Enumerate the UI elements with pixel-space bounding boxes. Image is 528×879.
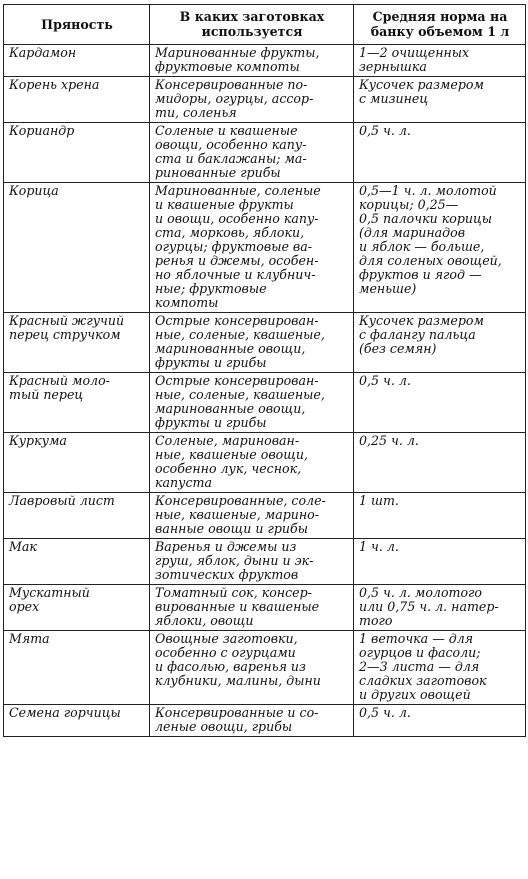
norm-cell: 0,25 ч. л. bbox=[354, 433, 526, 493]
spice-cell: Красный жгучий перец стручком bbox=[4, 313, 150, 373]
norm-cell: 0,5 ч. л. bbox=[354, 705, 526, 737]
spice-table bbox=[3, 4, 526, 737]
norm-cell: Кусочек размером с фалангу пальца (без семян) bbox=[354, 313, 526, 373]
usage-cell: Овощные заготовки, особенно с огурцами и фасолью, варенья из клубники, малины, дыни bbox=[150, 631, 354, 705]
usage-cell: Варенья и джемы из груш, яблок, дыни и эк- зотических фруктов bbox=[150, 539, 354, 585]
header-spice: Пряность bbox=[4, 5, 150, 45]
header-norm: Средняя норма на банку объемом 1 л bbox=[354, 5, 526, 45]
table-row bbox=[4, 539, 526, 585]
norm-cell: 1 ч. л. bbox=[354, 539, 526, 585]
usage-cell: Соленые и квашеные овощи, особенно капу- ста и баклажаны; ма- ринованные грибы bbox=[150, 123, 354, 183]
spice-cell: Куркума bbox=[4, 433, 150, 493]
header-row bbox=[4, 5, 526, 45]
norm-cell: 0,5 ч. л. bbox=[354, 123, 526, 183]
table-row bbox=[4, 631, 526, 705]
norm-cell: 1—2 очищенных зернышка bbox=[354, 45, 526, 77]
table-row bbox=[4, 313, 526, 373]
usage-cell: Маринованные фрукты, фруктовые компоты bbox=[150, 45, 354, 77]
table-row bbox=[4, 705, 526, 737]
usage-cell: Консервированные, соле- ные, квашеные, марино- ванные овощи и грибы bbox=[150, 493, 354, 539]
spice-cell: Мята bbox=[4, 631, 150, 705]
table-row bbox=[4, 373, 526, 433]
norm-cell: 0,5—1 ч. л. молотой корицы; 0,25— 0,5 палочки корицы (для маринадов и яблок — больше, для соленых овощей, фруктов и ягод — меньше) bbox=[354, 183, 526, 313]
table-row bbox=[4, 45, 526, 77]
norm-cell: 0,5 ч. л. bbox=[354, 373, 526, 433]
spice-cell: Мускатный орех bbox=[4, 585, 150, 631]
spice-cell: Кардамон bbox=[4, 45, 150, 77]
spice-cell: Кориандр bbox=[4, 123, 150, 183]
usage-cell: Соленые, маринован- ные, квашеные овощи, особенно лук, чеснок, капуста bbox=[150, 433, 354, 493]
table-row bbox=[4, 493, 526, 539]
usage-cell: Острые консервирован- ные, соленые, квашеные, маринованные овощи, фрукты и грибы bbox=[150, 313, 354, 373]
table-row bbox=[4, 77, 526, 123]
norm-cell: Кусочек размером с мизинец bbox=[354, 77, 526, 123]
spice-cell: Корица bbox=[4, 183, 150, 313]
table-row bbox=[4, 433, 526, 493]
table-row bbox=[4, 183, 526, 313]
table-row bbox=[4, 585, 526, 631]
norm-cell: 1 шт. bbox=[354, 493, 526, 539]
spice-cell: Мак bbox=[4, 539, 150, 585]
usage-cell: Томатный сок, консер- вированные и квашеные яблоки, овощи bbox=[150, 585, 354, 631]
header-usage: В каких заготовках используется bbox=[150, 5, 354, 45]
usage-cell: Консервированные и со- леные овощи, грибы bbox=[150, 705, 354, 737]
usage-cell: Консервированные по- мидоры, огурцы, ассор- ти, соленья bbox=[150, 77, 354, 123]
usage-cell: Маринованные, соленые и квашеные фрукты и овощи, особенно капу- ста, морковь, яблоки, огурцы; фруктовые ва- ренья и джемы, особен- но яблочные и клубнич- ные; фруктовые компоты bbox=[150, 183, 354, 313]
spice-cell: Лавровый лист bbox=[4, 493, 150, 539]
spice-cell: Красный моло- тый перец bbox=[4, 373, 150, 433]
table-row bbox=[4, 123, 526, 183]
spice-cell: Корень хрена bbox=[4, 77, 150, 123]
spice-cell: Семена горчицы bbox=[4, 705, 150, 737]
norm-cell: 1 веточка — для огурцов и фасоли; 2—3 листа — для сладких заготовок и других овощей bbox=[354, 631, 526, 705]
norm-cell: 0,5 ч. л. молотого или 0,75 ч. л. натер- того bbox=[354, 585, 526, 631]
usage-cell: Острые консервирован- ные, соленые, квашеные, маринованные овощи, фрукты и грибы bbox=[150, 373, 354, 433]
